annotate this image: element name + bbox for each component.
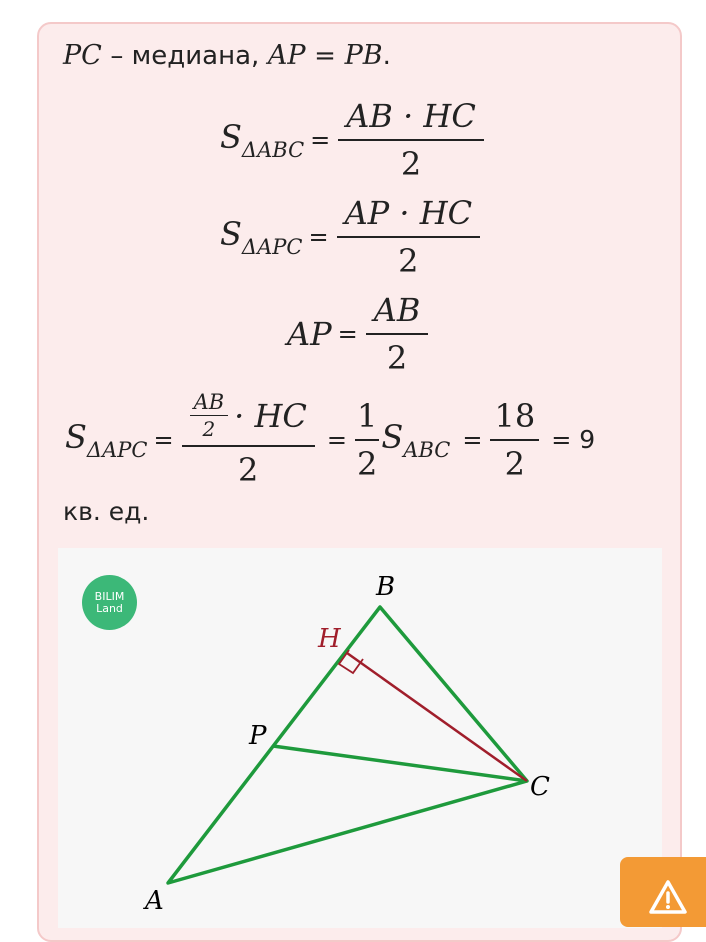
equals-sign: = <box>337 320 358 348</box>
segment-ap: AP <box>287 315 332 353</box>
denominator: 2 <box>400 145 422 183</box>
area-symbol: $S_{\Delta APC}$ <box>65 417 148 462</box>
area-abc-symbol: $S_{ABC}$ <box>381 417 451 462</box>
warning-icon <box>648 879 688 915</box>
equals-sign: = <box>326 425 348 454</box>
unit-label: кв. ед. <box>63 497 150 526</box>
equals-sign: = <box>153 425 174 454</box>
equals-sign: = <box>551 425 572 454</box>
equals-sign: = <box>314 41 336 71</box>
area-symbol: $S_{\Delta ABC}$ <box>220 118 305 162</box>
numerator: $\frac{AB}{2}$ · HC <box>182 390 315 445</box>
point-p-label: P <box>249 721 267 751</box>
equals-sign: = <box>462 425 483 454</box>
denominator: 2 <box>238 451 259 489</box>
equals-sign: = <box>310 126 331 154</box>
triangle-abc <box>168 607 527 883</box>
period: . <box>382 41 391 71</box>
area-symbol: $S_{\Delta APC}$ <box>220 215 303 259</box>
result-value: 9 <box>579 425 596 454</box>
bilimland-logo: BILIM Land <box>82 575 137 630</box>
inner-fraction: $\frac{AB}{2}$ <box>190 390 229 441</box>
segment-pb: PB <box>344 40 383 71</box>
vertex-b-label: B <box>376 572 396 602</box>
median-pc <box>273 746 527 781</box>
median-text: – медиана, <box>110 41 260 71</box>
numerator: AB · HC <box>346 97 476 135</box>
vertex-c-label: C <box>530 772 550 802</box>
half-fraction: $\frac{1}{2}$ <box>357 396 378 483</box>
vertex-a-label: A <box>145 886 164 916</box>
denominator: 2 <box>398 242 419 280</box>
eighteen-fraction: $\frac{18}{2}$ <box>490 397 539 483</box>
denominator: 2 <box>386 339 408 377</box>
numerator: AB <box>373 291 421 329</box>
segment-pc: PC <box>63 40 102 71</box>
segment-ap: AP <box>267 40 306 71</box>
report-button[interactable] <box>620 857 706 927</box>
point-h-label: H <box>318 624 341 654</box>
equals-sign: = <box>308 223 329 251</box>
numerator: AP · HC <box>344 194 473 232</box>
